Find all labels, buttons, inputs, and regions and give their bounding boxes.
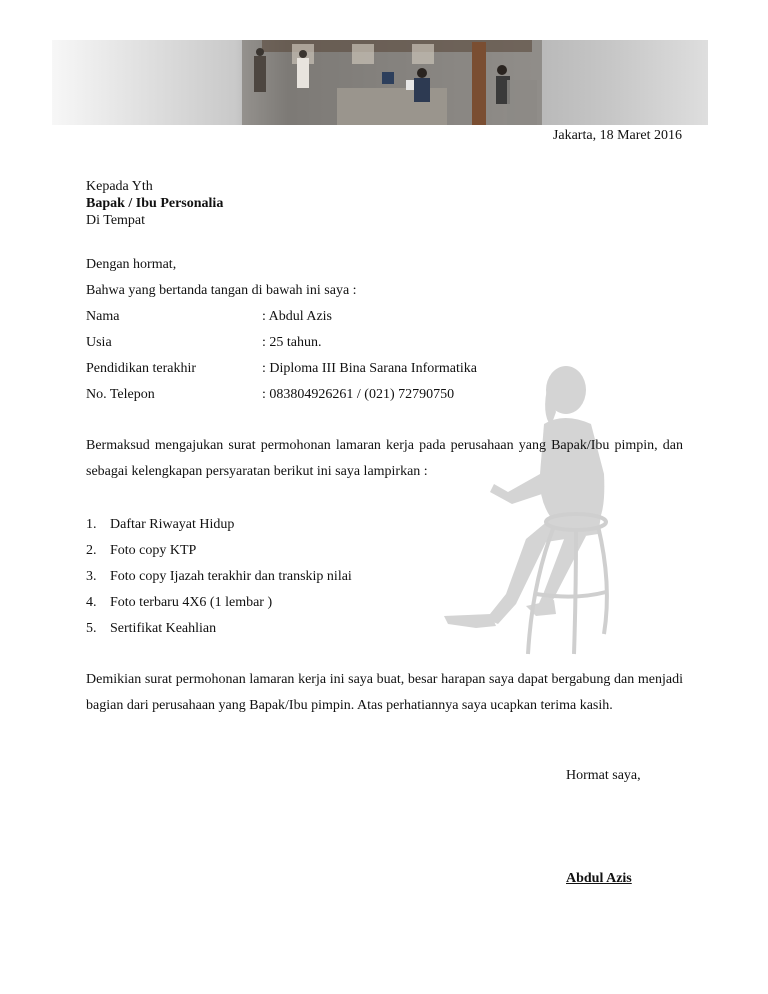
field-label-usia: Usia (86, 335, 112, 350)
attachment-number: 4. (86, 595, 97, 610)
place-date: Jakarta, 18 Maret 2016 (552, 128, 682, 143)
field-value-usia: : 25 tahun. (262, 335, 322, 350)
closing-salutation: Hormat saya, (566, 768, 641, 783)
closing-paragraph: Demikian surat permohonan lamaran kerja ini saya buat, besar harapan saya dapat bergabung dan menjadi bagian dari perusahaan yang Bapak/Ibu pimpin. Atas perhatiannya saya ucapkan terima kasih. (86, 672, 683, 713)
attachment-text: Sertifikat Keahlian (110, 621, 217, 636)
attachment-number: 2. (86, 543, 97, 558)
recipient-name: Bapak / Ibu Personalia (86, 196, 224, 211)
attachment-item (86, 516, 234, 534)
recipient-location: Di Tempat (86, 213, 146, 228)
field-label-telepon: No. Telepon (86, 387, 155, 402)
office-photo (52, 40, 708, 125)
field-label-pendidikan: Pendidikan terakhir (86, 361, 197, 376)
intro-text: Bahwa yang bertanda tangan di bawah ini saya : (86, 283, 357, 298)
field-value-pendidikan: : Diploma III Bina Sarana Informatika (262, 361, 477, 376)
attachment-text: Foto copy Ijazah terakhir dan transkip nilai (110, 569, 352, 584)
attachment-item (86, 542, 196, 560)
attachment-text: Foto copy KTP (110, 543, 197, 558)
attachment-item (86, 594, 272, 612)
field-value-telepon: : 083804926261 / (021) 72790750 (262, 387, 455, 402)
signature-name: Abdul Azis (566, 871, 632, 886)
attachment-number: 1. (86, 517, 97, 532)
attachment-item (86, 568, 352, 586)
greeting: Dengan hormat, (86, 257, 177, 272)
woman-silhouette-watermark (436, 364, 616, 669)
recipient-to: Kepada Yth (86, 179, 153, 194)
body-paragraph: Bermaksud mengajukan surat permohonan lamaran kerja pada perusahaan yang Bapak/Ibu pimpin, dan sebagai kelengkapan persyaratan berikut ini saya lampirkan : (86, 438, 683, 479)
field-label-nama: Nama (86, 309, 120, 324)
attachment-number: 3. (86, 569, 97, 584)
field-value-nama: : Abdul Azis (262, 309, 333, 324)
header-banner-image (52, 40, 708, 125)
attachment-text: Daftar Riwayat Hidup (110, 517, 235, 532)
attachment-number: 5. (86, 621, 97, 636)
attachment-text: Foto terbaru 4X6 (1 lembar ) (110, 595, 273, 610)
attachment-item (86, 620, 216, 638)
